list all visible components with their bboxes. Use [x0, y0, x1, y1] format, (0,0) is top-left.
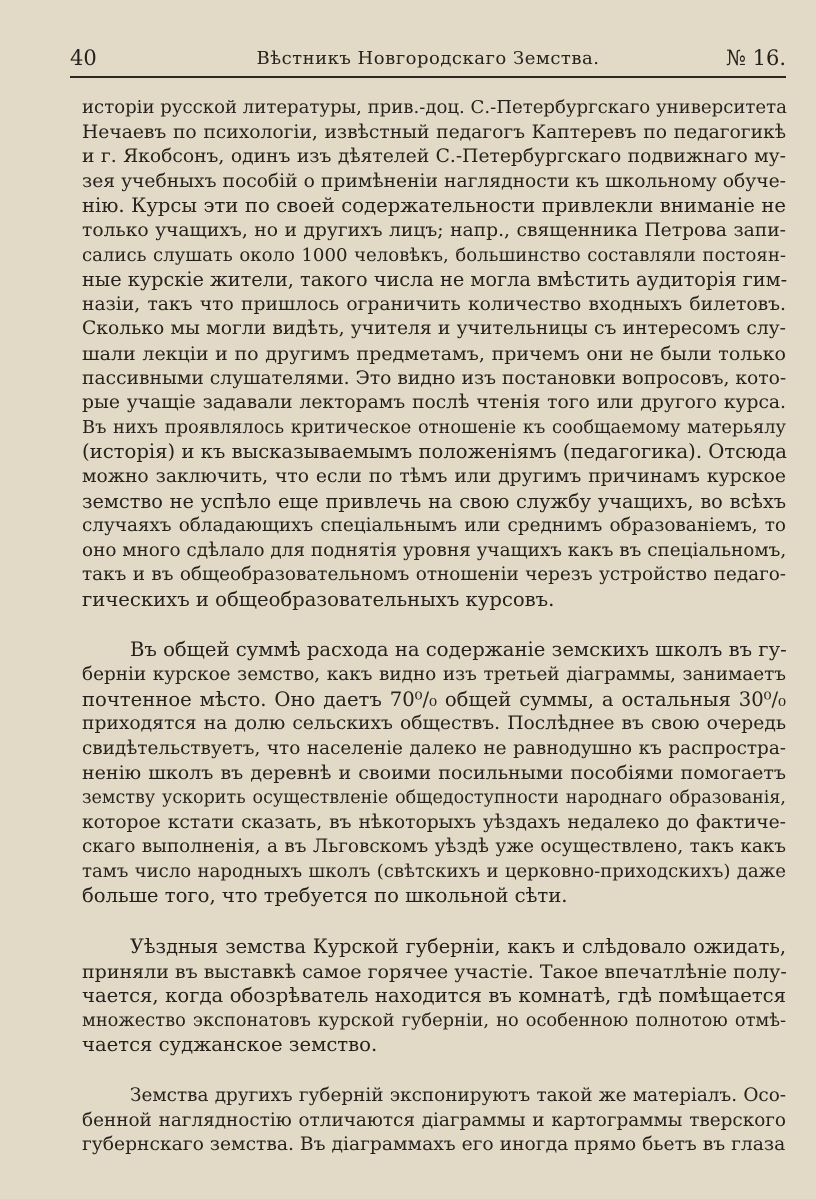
paragraph [82, 1084, 786, 1158]
text-line: земству ускорить осуществленіе общедоступности народнаго образованія, [82, 788, 786, 809]
text-line: Въ общей суммѣ расхода на содержаніе земскихъ школъ въ гу- [130, 638, 787, 662]
text-line: губернскаго земства. Въ діаграммахъ его иногда прямо бьетъ въ глаза [82, 1134, 786, 1156]
text-line: пассивными слушателями. Это видно изъ постановки вопросовъ, кото- [82, 367, 787, 389]
paragraph [82, 638, 786, 909]
text-line: назіи, такъ что пришлось ограничить количество входныхъ билетовъ. [82, 293, 786, 315]
text-line: приняли въ выставкѣ самое горячее участіе. Такое впечатлѣніе полу- [82, 960, 787, 983]
text-line: Нечаевъ по психологіи, извѣстный педагогъ Каптеревъ по педагогикѣ [82, 121, 786, 143]
text-line: множество экспонатовъ курской губерніи, но особенною полнотою отмѣ- [82, 1009, 786, 1031]
text-line: можно заключить, что если по тѣмъ или другимъ причинамъ курское [82, 465, 786, 487]
text-line: больше того, что требуется по школьной сѣти. [82, 884, 568, 908]
text-line: случаяхъ обладающихъ спеціальнымъ или среднимъ образованіемъ, то [82, 515, 786, 537]
text-line: зея учебныхъ пособій о примѣненіи наглядности къ школьному обуче- [82, 170, 786, 192]
text-line: такъ и въ общеобразовательномъ отношеніи черезъ устройство педаго- [82, 564, 786, 586]
text-line: гическихъ и общеобразовательныхъ курсовъ. [82, 587, 555, 611]
text-line: почтенное мѣсто. Оно даетъ 70⁰/₀ общей суммы, а остальныя 30⁰/₀ [82, 687, 786, 711]
running-header [70, 44, 786, 78]
body-text [82, 96, 786, 1184]
text-line: приходятся на долю сельскихъ обществъ. Послѣднее въ свою очередь [82, 713, 786, 735]
text-line: берніи курское земство, какъ видно изъ третьей діаграммы, занимаетъ [82, 664, 786, 686]
text-line: бенной наглядностію отличаются діаграммы и картограммы тверского [82, 1109, 786, 1131]
text-line: Уѣздныя земства Курской губерніи, какъ и слѣдовало ожидать, [130, 935, 786, 958]
text-line: ные курскіе жители, такого числа не могла вмѣстить аудиторія гим- [82, 268, 788, 292]
issue-number: № 16. [726, 46, 786, 70]
text-line: ненію школъ въ деревнѣ и своими посильными пособіями помогаетъ [82, 762, 786, 785]
text-line: свидѣтельствуетъ, что населеніе далеко не равнодушно къ распростра- [82, 737, 786, 759]
text-line: (исторія) и къ высказываемымъ положеніямъ (педагогика). Отсюда [82, 440, 787, 464]
text-line: Земства другихъ губерній экспонируютъ такой же матеріалъ. Осо- [130, 1084, 786, 1106]
text-line: рые учащіе задавали лекторамъ послѣ чтенія того или другого курса. [82, 392, 786, 414]
text-line: чается, когда обозрѣватель находится въ комнатѣ, гдѣ помѣщается [82, 984, 786, 1008]
text-line: нію. Курсы эти по своей содержательности привлекли вниманіе не [82, 194, 786, 218]
text-line: чается суджанское земство. [82, 1033, 378, 1057]
text-line: сались слушать около 1000 человѣкъ, большинство составляли постоян- [82, 244, 786, 266]
text-line: скаго выполненія, а въ Льговскомъ уѣздѣ уже осуществлено, такъ какъ [82, 836, 786, 858]
text-line: шали лекціи и по другимъ предметамъ, причемъ они не были только [82, 342, 786, 365]
text-line: Сколько мы могли видѣть, учителя и учительницы съ интересомъ слу- [82, 318, 786, 340]
text-line: исторіи русской литературы, прив.-доц. С.-Петербургскаго университета [82, 97, 787, 118]
journal-title: Вѣстникъ Новгородскаго Земства. [256, 48, 600, 69]
text-line: земство не успѣло еще привлечь на свою службу учащихъ, во всѣхъ [82, 489, 786, 513]
paragraph [82, 96, 786, 612]
text-line: только учащихъ, но и другихъ лицъ; напр., священника Петрова запи- [82, 219, 786, 241]
text-line: Въ нихъ проявлялось критическое отношеніе къ сообщаемому матерьялу [82, 416, 786, 438]
text-line: и г. Якобсонъ, одинъ изъ дѣятелей С.-Петербургскаго подвижнаго му- [82, 146, 786, 168]
text-line: которое кстати сказать, въ нѣкоторыхъ уѣздахъ недалеко до фактиче- [82, 811, 786, 833]
text-line: оно много сдѣлало для поднятія уровня учащихъ какъ въ спеціальномъ, [82, 539, 787, 561]
page-number: 40 [70, 46, 97, 70]
text-line: тамъ число народныхъ школъ (свѣтскихъ и церковно-приходскихъ) даже [82, 860, 786, 882]
paragraph [82, 935, 786, 1058]
